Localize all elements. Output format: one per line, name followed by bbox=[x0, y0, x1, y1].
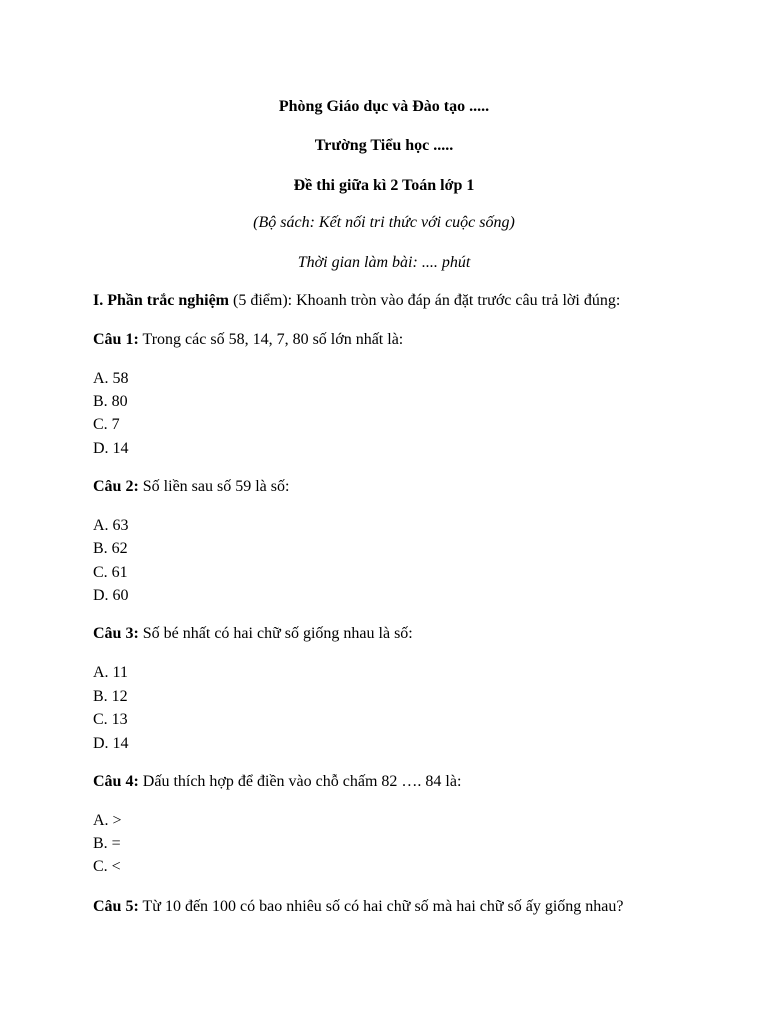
option-c: C. 7 bbox=[93, 416, 120, 433]
option-a: A. > bbox=[93, 812, 122, 829]
section-instructions: (5 điểm): Khoanh tròn vào đáp án đặt trước câu trả lời đúng: bbox=[229, 292, 621, 309]
option-b: B. 62 bbox=[93, 540, 128, 557]
question-label: Câu 1: bbox=[93, 331, 139, 348]
section-heading bbox=[93, 291, 620, 311]
question-text: Dấu thích hợp để điền vào chỗ chấm 82 …. 84 là: bbox=[138, 773, 462, 790]
option-b: B. 80 bbox=[93, 393, 128, 410]
exam-title: Đề thi giữa kì 2 Toán lớp 1 bbox=[293, 177, 475, 194]
book-series: (Bộ sách: Kết nối tri thức với cuộc sống) bbox=[253, 214, 515, 231]
option-c: C. 61 bbox=[93, 564, 128, 581]
time-line: Thời gian làm bài: .... phút bbox=[297, 254, 471, 271]
question-3 bbox=[93, 624, 413, 644]
question-label: Câu 5: bbox=[93, 898, 139, 915]
option-d: D. 14 bbox=[93, 735, 129, 752]
section-title: I. Phần trắc nghiệm bbox=[93, 292, 229, 309]
option-d: D. 60 bbox=[93, 587, 129, 604]
question-label: Câu 3: bbox=[93, 625, 139, 642]
option-a: A. 11 bbox=[93, 664, 128, 681]
option-a: A. 63 bbox=[93, 517, 129, 534]
school-heading: Trường Tiểu học ..... bbox=[314, 137, 454, 154]
question-label: Câu 4: bbox=[93, 773, 139, 790]
option-c: C. 13 bbox=[93, 711, 128, 728]
question-label: Câu 2: bbox=[93, 478, 139, 495]
question-4 bbox=[93, 772, 461, 792]
question-1 bbox=[93, 330, 403, 350]
option-a: A. 58 bbox=[93, 370, 129, 387]
question-text: Trong các số 58, 14, 7, 80 số lớn nhất là: bbox=[138, 331, 404, 348]
question-text: Số bé nhất có hai chữ số giống nhau là số: bbox=[138, 625, 413, 642]
option-b: B. 12 bbox=[93, 688, 128, 705]
question-text: Từ 10 đến 100 có bao nhiêu số có hai chữ số mà hai chữ số ấy giống nhau? bbox=[138, 898, 624, 915]
option-c: C. < bbox=[93, 858, 121, 875]
option-d: D. 14 bbox=[93, 440, 129, 457]
question-2 bbox=[93, 477, 289, 497]
question-text: Số liền sau số 59 là số: bbox=[138, 478, 290, 495]
option-b: B. = bbox=[93, 835, 121, 852]
question-5 bbox=[93, 897, 624, 917]
department-heading: Phòng Giáo dục và Đào tạo ..... bbox=[278, 98, 490, 115]
